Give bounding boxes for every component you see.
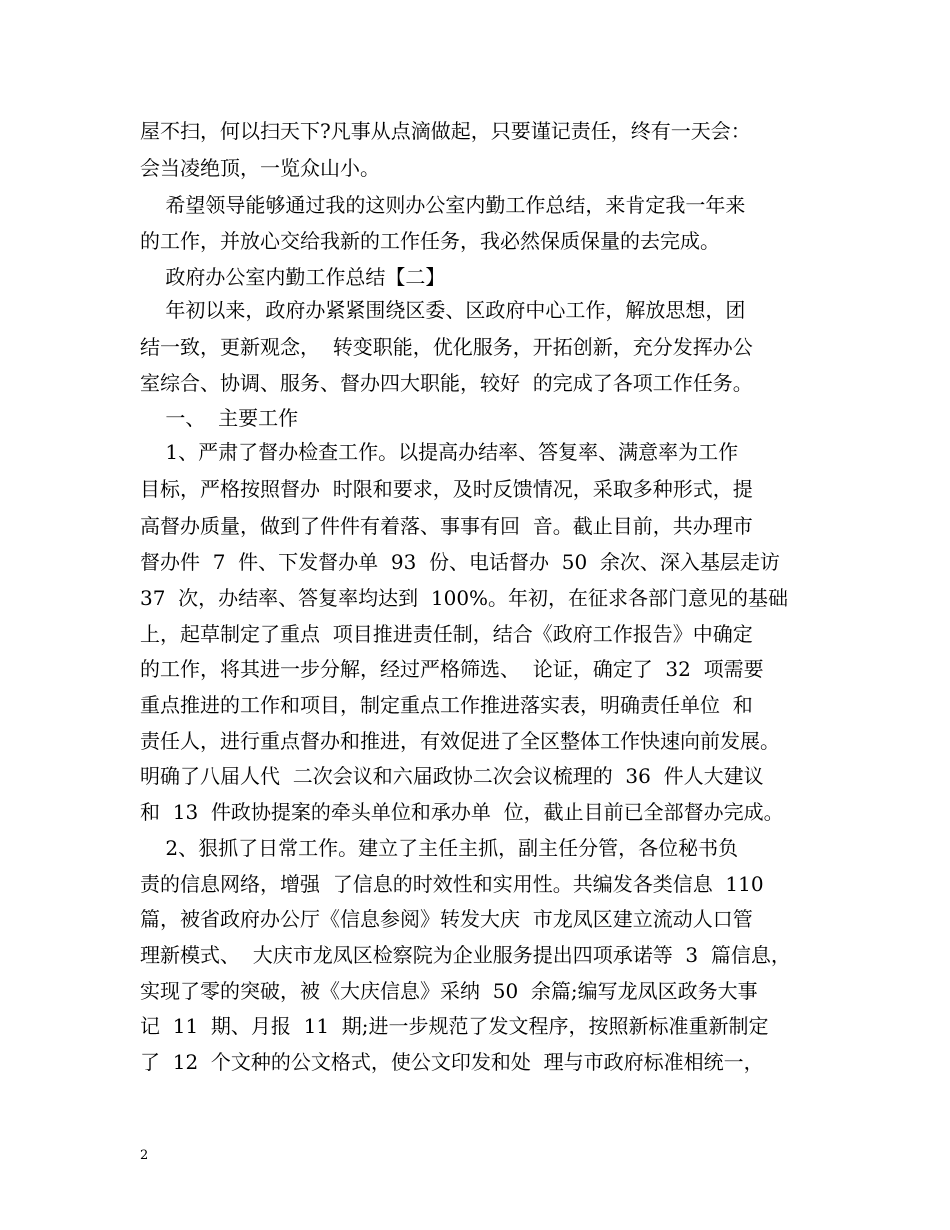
text-line: 了 12 个文种的公文格式，使公文印发和处 理与市政府标准相统一， bbox=[140, 1050, 764, 1074]
text-line: 重点推进的工作和项目，制定重点工作推进落实表，明确责任单位 和 bbox=[140, 693, 753, 717]
text-line: 的工作，并放心交给我新的工作任务，我必然保质保量的去完成。 bbox=[140, 229, 720, 253]
text-line: 1、严肃了督办检查工作。以提高办结率、答复率、满意率为工作 bbox=[140, 440, 739, 464]
text-line: 目标，严格按照督办 时限和要求，及时反馈情况，采取多种形式，提 bbox=[140, 477, 753, 501]
text-line: 理新模式、 大庆市龙凤区检察院为企业服务提出四项承诺等 3 篇信息， bbox=[140, 943, 791, 967]
text-line: 2、狠抓了日常工作。建立了主任主抓，副主任分管，各位秘书负 bbox=[140, 836, 739, 860]
text-line: 结一致，更新观念， 转变职能，优化服务，开拓创新，充分发挥办公 bbox=[140, 335, 753, 359]
text-line: 室综合、协调、服务、督办四大职能，较好 的完成了各项工作任务。 bbox=[140, 371, 753, 395]
page-number: 2 bbox=[140, 1148, 149, 1163]
text-line: 37 次，办结率、答复率均达到 100%。年初，在征求各部门意见的基础 bbox=[140, 586, 789, 610]
text-line: 篇，被省政府办公厅《信息参阅》转发大庆 市龙凤区建立流动人口管 bbox=[140, 907, 753, 931]
text-line: 会当凌绝顶，一览众山小。 bbox=[140, 156, 380, 180]
text-line: 的工作，将其进一步分解，经过严格筛选、 论证，确定了 32 项需要 bbox=[140, 657, 764, 681]
text-line: 和 13 件政协提案的牵头单位和承办单 位，截止目前已全部督办完成。 bbox=[140, 800, 784, 824]
text-line: 责任人，进行重点督办和推进，有效促进了全区整体工作快速向前发展。 bbox=[140, 729, 780, 753]
text-line: 高督办质量，做到了件件有着落、事事有回 音。截止目前，共办理市 bbox=[140, 514, 753, 538]
text-line: 希望领导能够通过我的这则办公室内勤工作总结，来肯定我一年来 bbox=[140, 193, 746, 217]
subsection-heading: 一、 主要工作 bbox=[140, 406, 299, 430]
text-line: 上，起草制定了重点 项目推进责任制，结合《政府工作报告》中确定 bbox=[140, 622, 753, 646]
text-line: 明确了八届人代 二次会议和六届政协二次会议梳理的 36 件人大建议 bbox=[140, 764, 764, 788]
text-line: 记 11 期、月报 11 期;进一步规范了发文程序，按照新标准重新制定 bbox=[140, 1014, 769, 1038]
section-heading: 政府办公室内勤工作总结【二】 bbox=[140, 265, 446, 289]
text-line: 责的信息网络，增强 了信息的时效性和实用性。共编发各类信息 110 bbox=[140, 872, 764, 896]
text-line: 年初以来，政府办紧紧围绕区委、区政府中心工作，解放思想，团 bbox=[140, 298, 746, 322]
text-line: 屋不扫，何以扫天下?凡事从点滴做起，只要谨记责任，终有一天会： bbox=[140, 119, 751, 143]
text-line: 实现了零的突破，被《大庆信息》采纳 50 余篇;编写龙凤区政务大事 bbox=[140, 979, 758, 1003]
text-line: 督办件 7 件、下发督办单 93 份、电话督办 50 余次、深入基层走访 bbox=[140, 550, 780, 574]
